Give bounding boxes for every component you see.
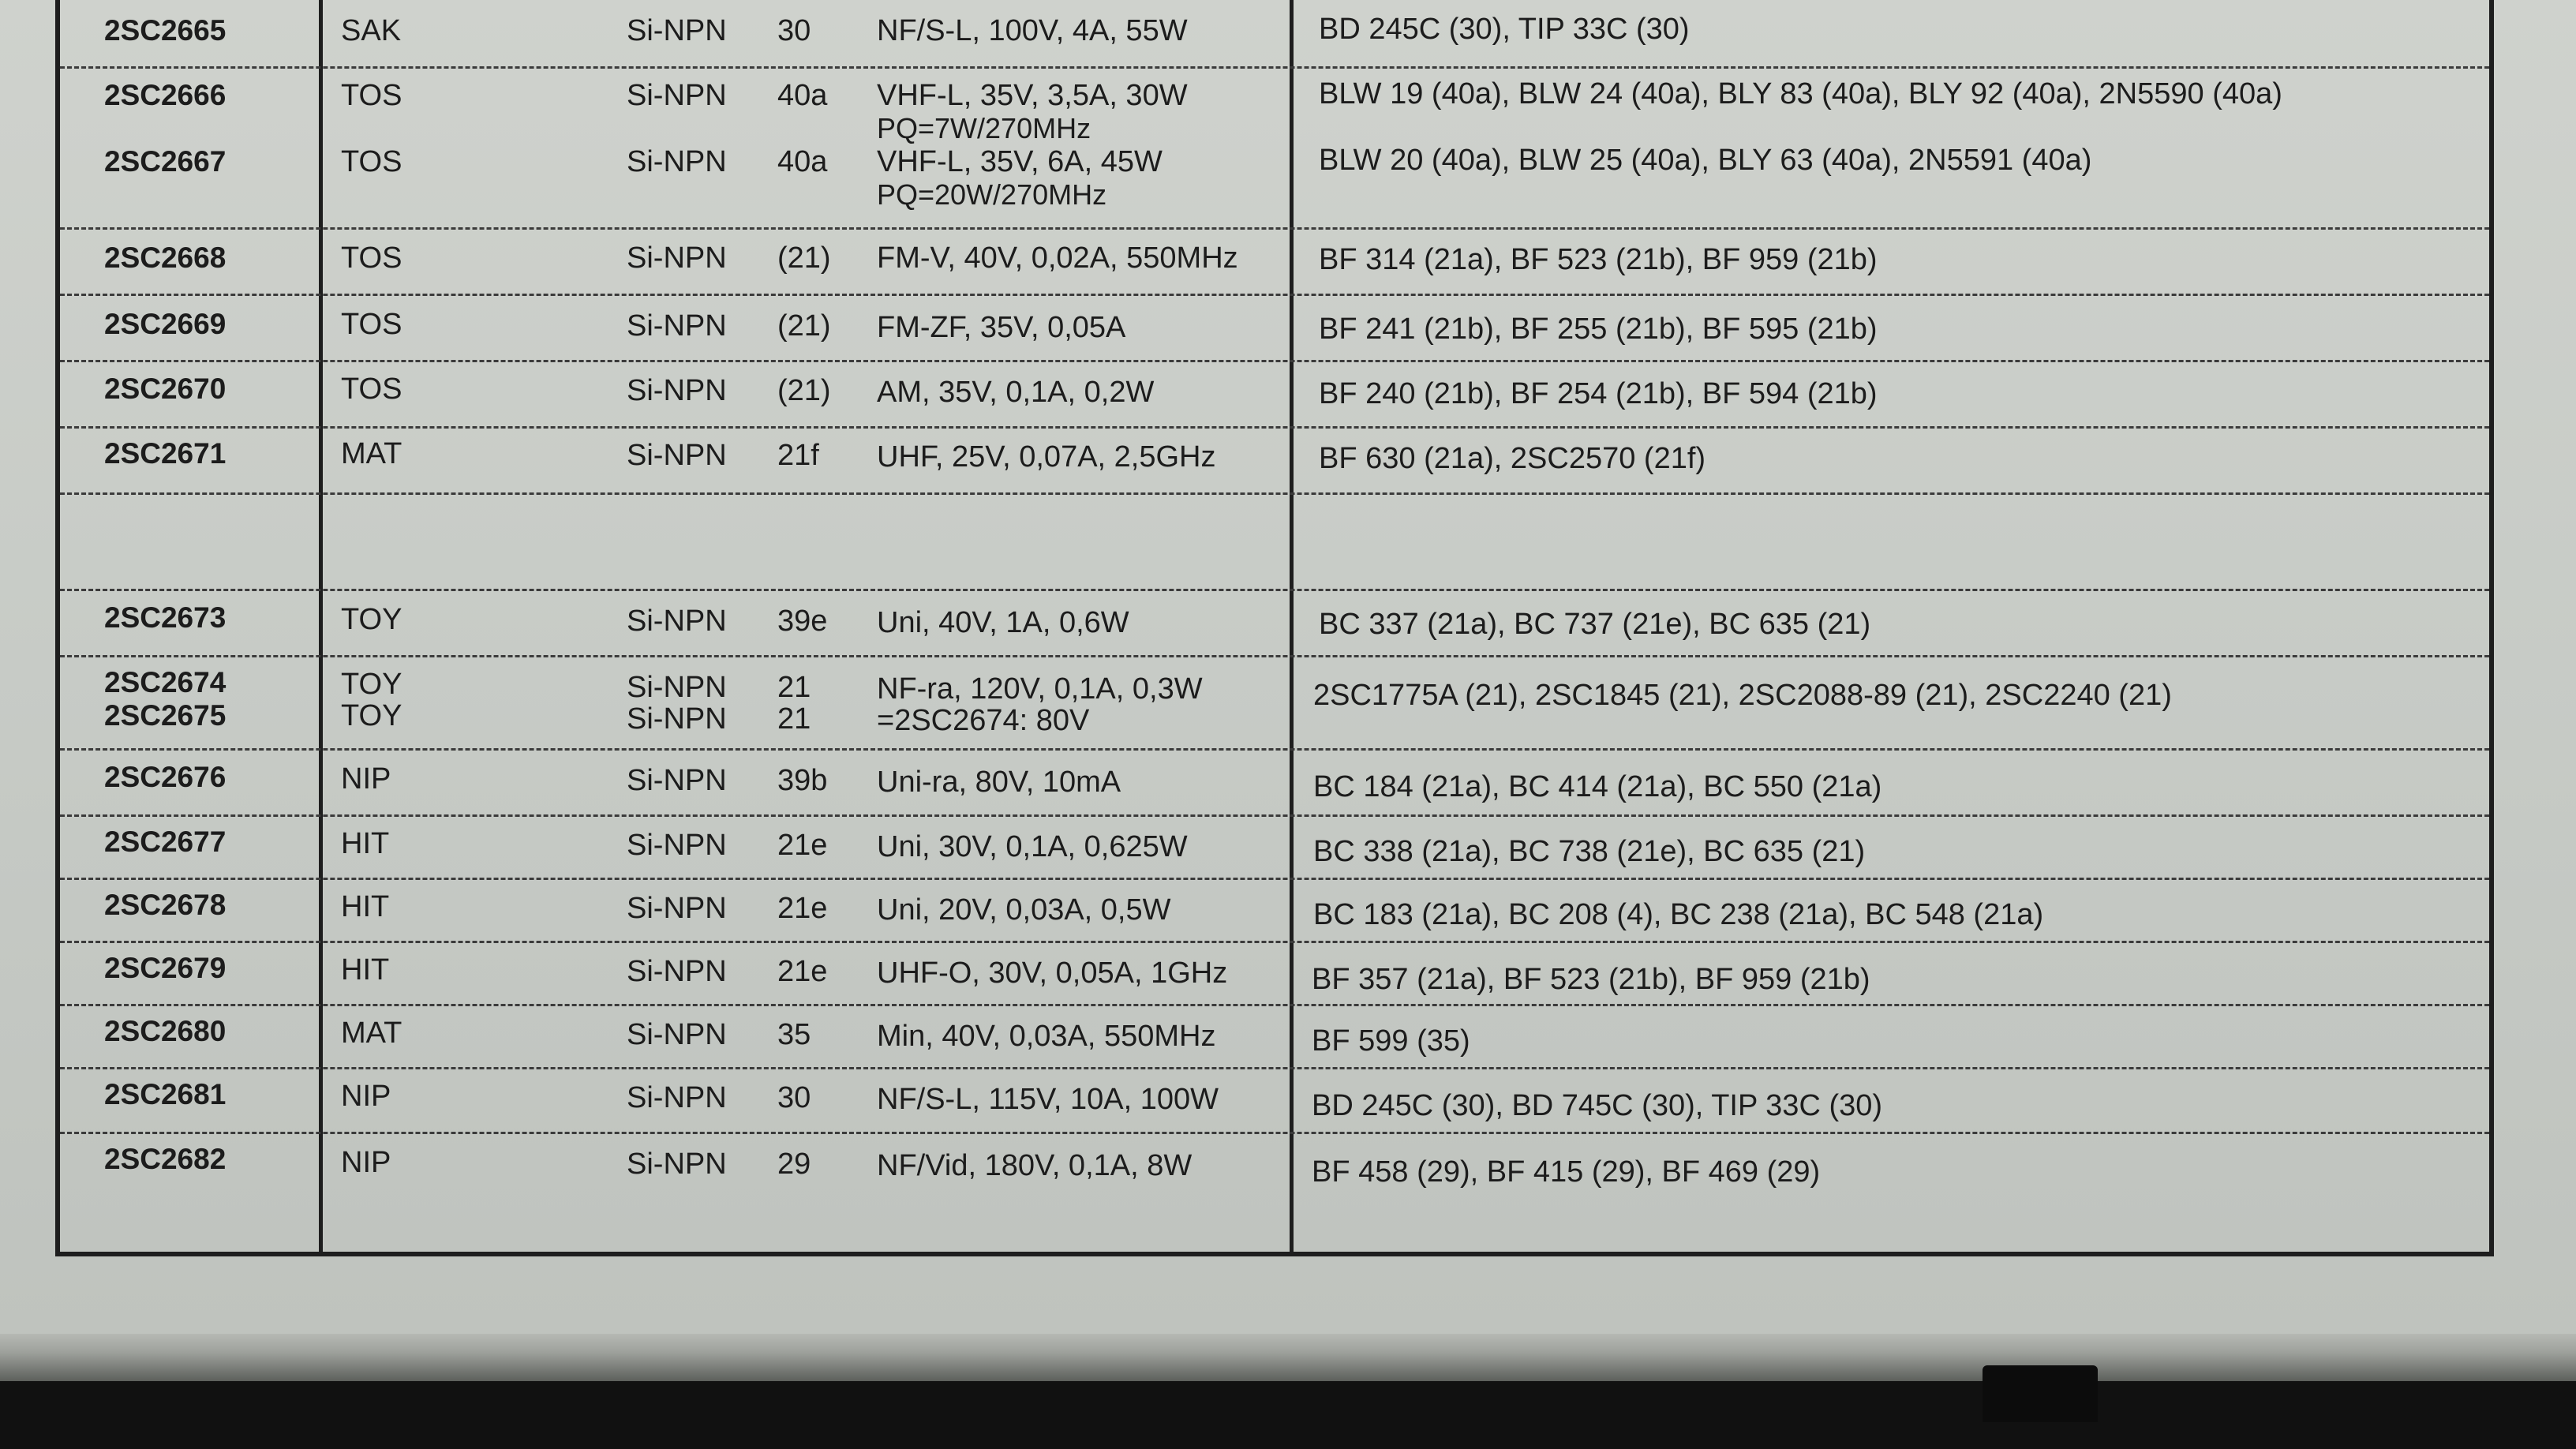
material-cell: Si-NPN	[627, 764, 727, 797]
case-cell: 40a	[777, 79, 828, 112]
spec-subline-2: PQ=20W/270MHz	[877, 178, 1107, 211]
case-cell: 39e	[777, 605, 828, 638]
case-cell: 35	[777, 1018, 811, 1051]
material-cell: Si-NPN	[627, 242, 727, 275]
manufacturer-cell: TOS	[341, 79, 402, 112]
spec-cell: FM-V, 40V, 0,02A, 550MHz	[877, 242, 1238, 275]
spec-cell: UHF, 25V, 0,07A, 2,5GHz	[877, 440, 1216, 474]
material-cell-2: Si-NPN	[627, 702, 727, 736]
table-row	[60, 1132, 2489, 1250]
type-cell: 2SC2669	[104, 308, 227, 340]
manufacturer-cell: TOS	[341, 308, 402, 341]
case-cell: 29	[777, 1148, 811, 1181]
case-cell: (21)	[777, 374, 831, 407]
type-cell: 2SC2670	[104, 373, 227, 405]
table-row	[60, 1067, 2489, 1134]
manufacturer-cell: MAT	[341, 1017, 402, 1050]
spec-cell: NF/S-L, 100V, 4A, 55W	[877, 14, 1188, 47]
table-row	[60, 941, 2489, 1006]
type-cell: 2SC2677	[104, 826, 227, 858]
type-cell: 2SC2681	[104, 1078, 227, 1110]
spec-cell: Uni, 20V, 0,03A, 0,5W	[877, 893, 1171, 927]
case-cell: 21e	[777, 892, 828, 925]
table-row	[60, 655, 2489, 751]
equivalents-cell: BF 458 (29), BF 415 (29), BF 469 (29)	[1312, 1155, 1821, 1189]
case-cell: 21	[777, 671, 811, 704]
material-cell: Si-NPN	[627, 892, 727, 925]
equivalents-cell: BC 183 (21a), BC 208 (4), BC 238 (21a), BC 548 (21a)	[1313, 898, 2044, 931]
material-cell: Si-NPN	[627, 309, 727, 343]
row-separator	[60, 492, 2489, 495]
manufacturer-cell: HIT	[341, 890, 390, 923]
spec-cell: AM, 35V, 0,1A, 0,2W	[877, 376, 1155, 409]
type-cell: 2SC2665	[104, 14, 227, 47]
spec-subline: PQ=7W/270MHz	[877, 112, 1091, 144]
case-cell: 21f	[777, 439, 819, 472]
manufacturer-cell: HIT	[341, 953, 390, 987]
table-row	[60, 878, 2489, 943]
table-row	[60, 227, 2489, 296]
table-row	[60, 426, 2489, 591]
spec-cell-2: VHF-L, 35V, 6A, 45W	[877, 145, 1163, 178]
material-cell: Si-NPN	[627, 439, 727, 472]
type-cell-2: 2SC2675	[104, 699, 227, 732]
spec-cell: Min, 40V, 0,03A, 550MHz	[877, 1020, 1216, 1053]
table-row	[60, 589, 2489, 657]
equivalents-cell: 2SC1775A (21), 2SC1845 (21), 2SC2088-89 (21), 2SC2240 (21)	[1313, 679, 2172, 712]
material-cell: Si-NPN	[627, 1148, 727, 1181]
type-cell: 2SC2674	[104, 666, 227, 698]
equivalents-cell: BC 337 (21a), BC 737 (21e), BC 635 (21)	[1319, 608, 1871, 641]
manufacturer-cell: TOS	[341, 242, 402, 275]
manufacturer-cell: MAT	[341, 437, 402, 470]
case-cell-2: 40a	[777, 145, 828, 178]
table-row	[60, 294, 2489, 362]
material-cell: Si-NPN	[627, 605, 727, 638]
type-cell: 2SC2682	[104, 1143, 227, 1175]
equivalents-cell: BF 240 (21b), BF 254 (21b), BF 594 (21b)	[1319, 377, 1878, 410]
equivalents-cell: BLW 19 (40a), BLW 24 (40a), BLY 83 (40a), BLY 92 (40a), 2N5590 (40a)	[1319, 77, 2282, 110]
case-cell: 39b	[777, 764, 828, 797]
case-cell-2: 21	[777, 702, 811, 736]
dark-background	[0, 1381, 2576, 1449]
equivalents-cell: BF 357 (21a), BF 523 (21b), BF 959 (21b)	[1312, 963, 1870, 996]
equivalents-cell: BC 184 (21a), BC 414 (21a), BC 550 (21a)	[1313, 770, 1882, 803]
spec-cell: NF-ra, 120V, 0,1A, 0,3W	[877, 672, 1203, 706]
manufacturer-cell: SAK	[341, 14, 402, 47]
case-cell: (21)	[777, 242, 831, 275]
spec-cell: NF/Vid, 180V, 0,1A, 8W	[877, 1149, 1193, 1182]
spec-cell: Uni-ra, 80V, 10mA	[877, 766, 1121, 799]
table-row	[60, 814, 2489, 880]
type-cell: 2SC2671	[104, 437, 227, 470]
manufacturer-cell: NIP	[341, 1080, 391, 1113]
case-cell: 30	[777, 1081, 811, 1114]
type-cell: 2SC2676	[104, 761, 227, 793]
spec-cell: Uni, 30V, 0,1A, 0,625W	[877, 830, 1188, 863]
spec-cell: VHF-L, 35V, 3,5A, 30W	[877, 79, 1188, 112]
equivalents-cell: BC 338 (21a), BC 738 (21e), BC 635 (21)	[1313, 835, 1866, 868]
case-cell: 21e	[777, 955, 828, 988]
type-cell: 2SC2679	[104, 952, 227, 984]
type-cell: 2SC2668	[104, 242, 227, 274]
spec-cell: FM-ZF, 35V, 0,05A	[877, 311, 1126, 344]
table-row	[60, 1004, 2489, 1069]
case-cell: 21e	[777, 829, 828, 862]
type-cell: 2SC2680	[104, 1015, 227, 1047]
manufacturer-cell: NIP	[341, 762, 391, 796]
page-edge	[0, 1334, 2576, 1381]
case-cell: (21)	[777, 309, 831, 343]
type-cell: 2SC2678	[104, 889, 227, 921]
material-cell-2: Si-NPN	[627, 145, 727, 178]
equivalents-cell: BF 630 (21a), 2SC2570 (21f)	[1319, 442, 1706, 475]
material-cell: Si-NPN	[627, 79, 727, 112]
manufacturer-cell-2: TOY	[341, 699, 402, 732]
material-cell: Si-NPN	[627, 671, 727, 704]
manufacturer-cell: TOS	[341, 373, 402, 406]
type-cell: 2SC2666	[104, 79, 227, 111]
table-row	[60, 748, 2489, 817]
manufacturer-cell-2: TOS	[341, 145, 402, 178]
material-cell: Si-NPN	[627, 14, 727, 47]
equivalents-cell: BF 599 (35)	[1312, 1024, 1470, 1058]
manufacturer-cell: TOY	[341, 603, 402, 636]
equivalents-cell-2: BLW 20 (40a), BLW 25 (40a), BLY 63 (40a), 2N5591 (40a)	[1319, 144, 2092, 177]
equivalents-cell: BF 241 (21b), BF 255 (21b), BF 595 (21b)	[1319, 313, 1878, 346]
table-row	[60, 66, 2489, 230]
material-cell: Si-NPN	[627, 1081, 727, 1114]
spec-cell-2: =2SC2674: 80V	[877, 704, 1090, 737]
manufacturer-cell: NIP	[341, 1146, 391, 1179]
equivalents-cell: BD 245C (30), BD 745C (30), TIP 33C (30)	[1312, 1089, 1883, 1122]
case-cell: 30	[777, 14, 811, 47]
material-cell: Si-NPN	[627, 829, 727, 862]
manufacturer-cell: HIT	[341, 827, 390, 860]
equivalents-cell: BF 314 (21a), BF 523 (21b), BF 959 (21b)	[1319, 243, 1878, 276]
table-row	[60, 0, 2489, 69]
spec-cell: UHF-O, 30V, 0,05A, 1GHz	[877, 957, 1228, 990]
page-tab-marker	[1983, 1365, 2098, 1422]
manufacturer-cell: TOY	[341, 668, 402, 701]
material-cell: Si-NPN	[627, 1018, 727, 1051]
type-cell: 2SC2673	[104, 601, 227, 634]
spec-cell: Uni, 40V, 1A, 0,6W	[877, 606, 1129, 639]
type-cell-2: 2SC2667	[104, 145, 227, 178]
material-cell: Si-NPN	[627, 374, 727, 407]
spec-cell: NF/S-L, 115V, 10A, 100W	[877, 1083, 1219, 1116]
table-row	[60, 360, 2489, 429]
material-cell: Si-NPN	[627, 955, 727, 988]
equivalents-cell: BD 245C (30), TIP 33C (30)	[1319, 13, 1690, 46]
